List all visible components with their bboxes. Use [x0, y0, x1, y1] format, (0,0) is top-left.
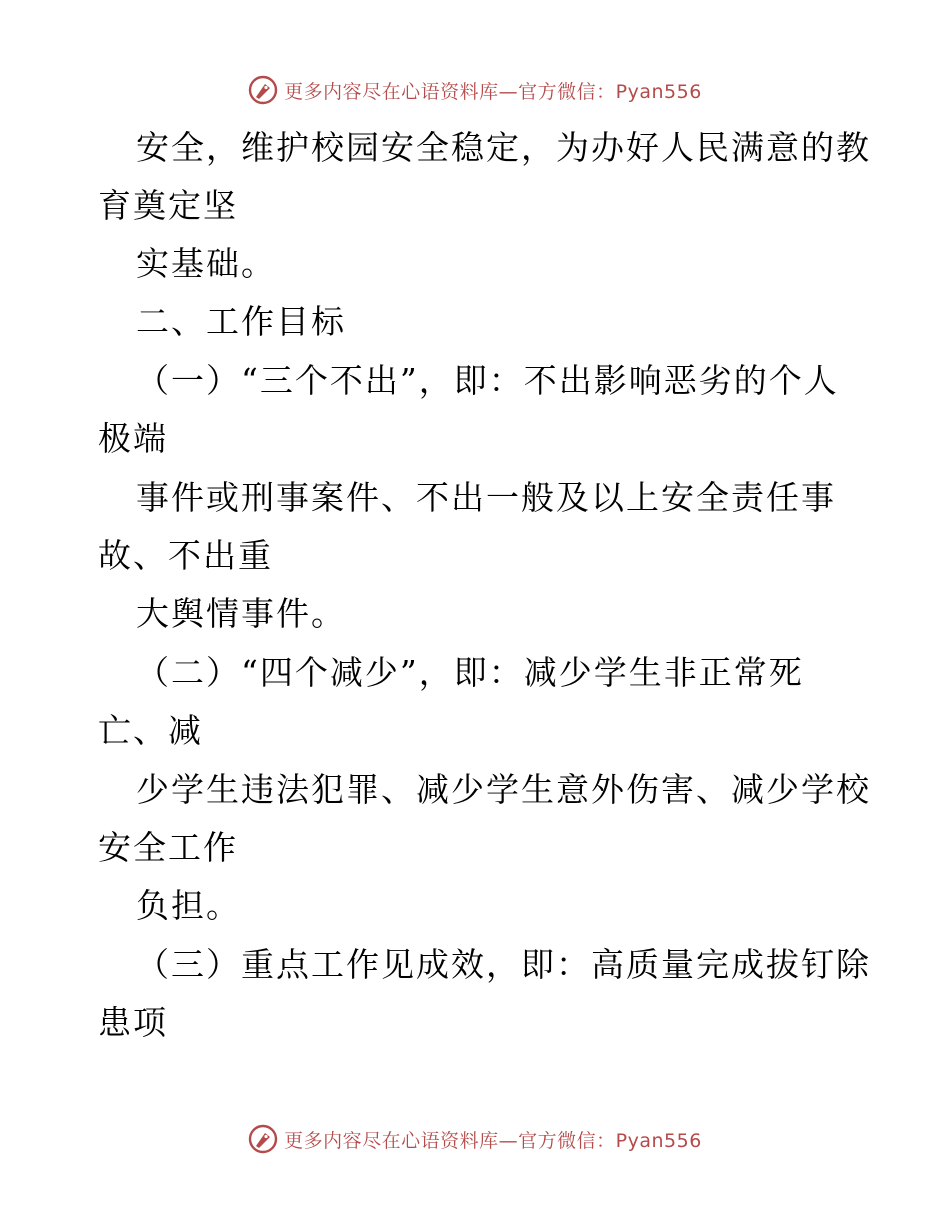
body-line: 极端 — [98, 419, 168, 458]
body-line: 患项 — [98, 1003, 168, 1042]
pen-nib-logo-icon — [248, 75, 278, 105]
pen-nib-logo-icon — [248, 1124, 278, 1154]
section-heading: 二、工作目标 — [136, 302, 346, 341]
body-line: 安全，维护校园安全稳定，为办好人民满意的教 — [136, 128, 871, 167]
header-watermark — [0, 70, 950, 110]
body-line: （一）“三个不出”，即：不出影响恶劣的个人 — [136, 361, 839, 400]
footer-watermark — [0, 1119, 950, 1159]
body-line: 亡、减 — [98, 711, 203, 750]
body-line: 大舆情事件。 — [136, 594, 346, 633]
body-line: 故、不出重 — [98, 536, 273, 575]
body-line: （二）“四个减少”，即：减少学生非正常死 — [136, 653, 804, 692]
body-line: 育奠定坚 — [98, 186, 238, 225]
body-line: 安全工作 — [98, 828, 238, 867]
body-line: 实基础。 — [136, 244, 276, 283]
watermark-text: 更多内容尽在心语资料库—官方微信：Pyan556 — [284, 1129, 702, 1152]
body-line: 事件或刑事案件、不出一般及以上安全责任事 — [136, 478, 836, 517]
body-line: 负担。 — [136, 886, 241, 925]
body-line: 少学生违法犯罪、减少学生意外伤害、减少学校 — [136, 770, 871, 809]
watermark-text: 更多内容尽在心语资料库—官方微信：Pyan556 — [284, 80, 702, 103]
body-line: （三）重点工作见成效，即：高质量完成拔钉除 — [136, 945, 871, 984]
